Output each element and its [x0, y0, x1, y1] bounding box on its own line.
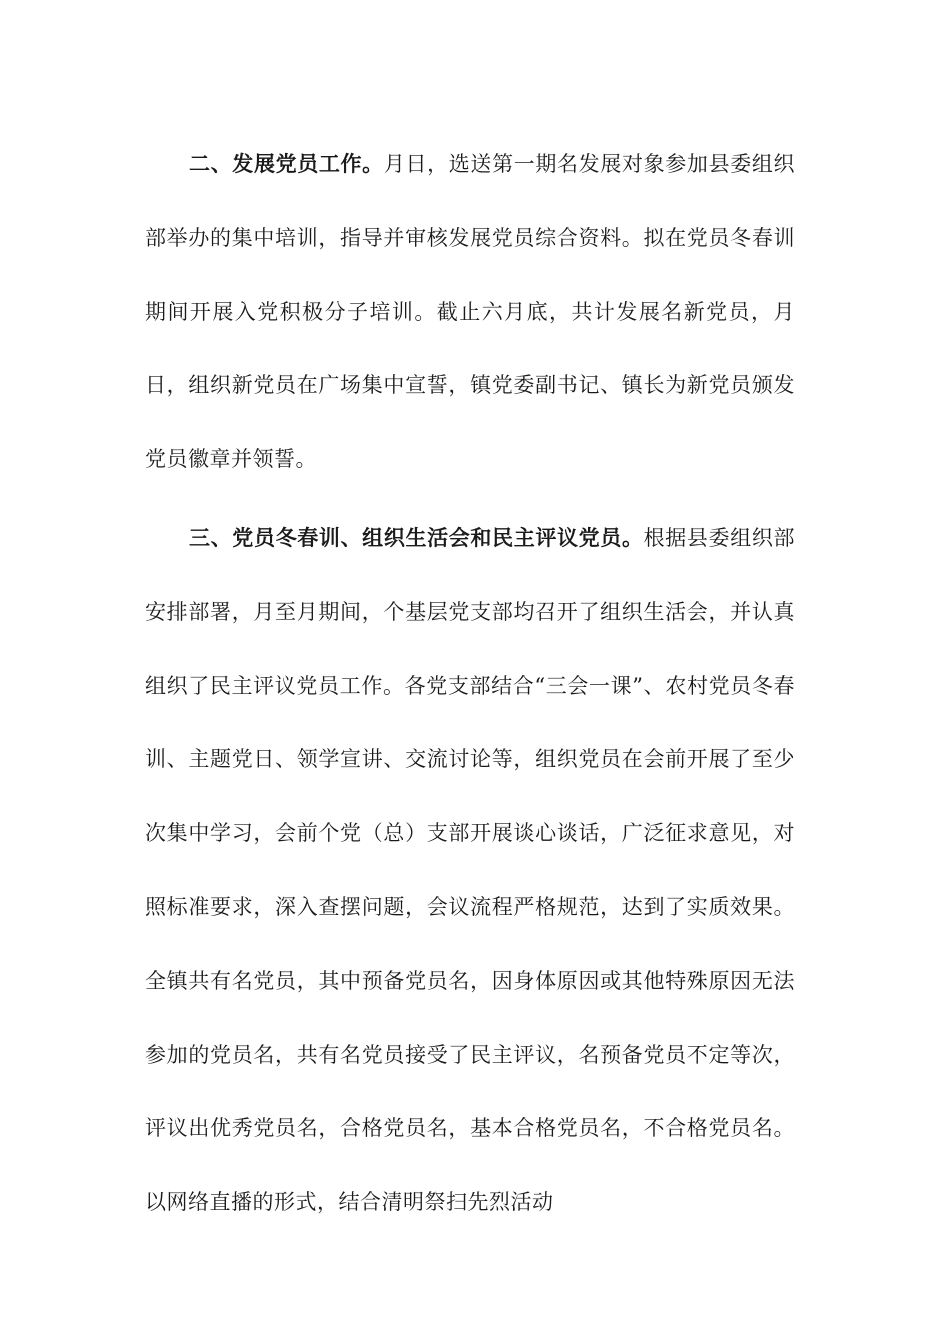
section-body: 月日，选送第一期名发展对象参加县委组织部举办的集中培训，指导并审核发展党员综合资料。拟在党员冬春训期间开展入党积极分子培训。截止六月底，共计发展名新党员，月日，组织新党员在广场集中宣誓，镇党委副书记、镇长为新党员颁发党员徽章并领誓。	[145, 152, 796, 472]
section-heading: 三、党员冬春训、组织生活会和民主评议党员。	[189, 524, 644, 550]
section-heading: 二、发展党员工作。	[189, 151, 384, 176]
document-body	[145, 127, 795, 1240]
section-party-member-development	[145, 127, 795, 497]
section-winter-spring-training	[145, 501, 795, 1240]
section-body: 根据县委组织部安排部署，月至月期间，个基层党支部均召开了组织生活会，并认真组织了民主评议党员工作。各党支部结合“三会一课”、农村党员冬春训、主题党日、领学宣讲、交流讨论等，组织党员在会前开展了至少次集中学习，会前个党（总）支部开展谈心谈话，广泛征求意见，对照标准要求，深入查摆问题，会议流程严格规范，达到了实质效果。全镇共有名党员，其中预备党员名，因身体原因或其他特殊原因无法参加的党员名，共有名党员接受了民主评议，名预备党员不定等次，评议出优秀党员名，合格党员名，基本合格党员名，不合格党员名。以网络直播的形式，结合清明祭扫先烈活动	[145, 525, 795, 1215]
